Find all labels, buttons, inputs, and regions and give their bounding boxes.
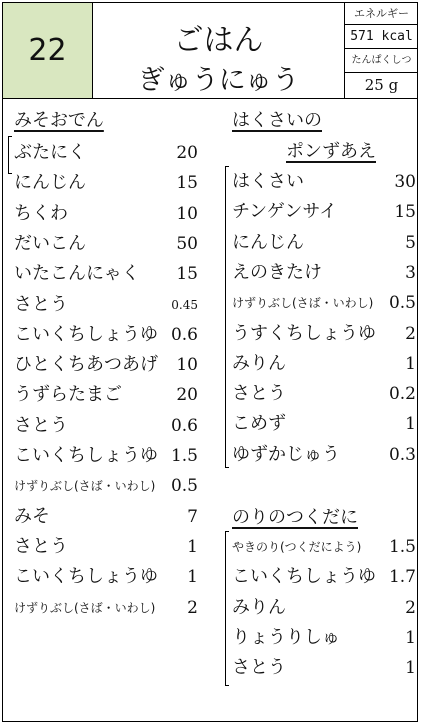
ingredient-name: みりん [232,352,286,374]
ingredient-row [232,410,416,438]
ingredient-name: やきのり(つくだによう) [232,540,362,554]
group-bracket [225,166,229,468]
ingredient-quantity: 1.5 [388,537,416,557]
ingredient-name: ゆずかじゅう [232,443,340,465]
ingredient-quantity: 20 [176,385,198,406]
group-bracket [225,531,229,686]
ingredient-name: さとう [14,293,68,315]
ingredient-row [14,442,198,470]
ingredient-row [14,472,198,500]
protein-label: たんぱくしつ [345,49,418,73]
ingredient-name: こめず [232,413,286,435]
ingredient-row [232,624,416,652]
ingredient-quantity: 1 [187,536,198,557]
ingredient-name: ひとくちあつあげ [14,354,158,376]
nutrition-box [344,3,418,99]
ingredient-name: りょうりしゅ [232,626,340,648]
ingredient-quantity: 1 [405,353,416,374]
ingredient-quantity: 1.5 [170,446,198,466]
ingredient-row [232,229,416,257]
ingredient-quantity: 0.6 [170,324,198,345]
ingredient-quantity: 2 [405,597,416,618]
ingredient-row [14,503,198,531]
ingredient-name: にんじん [232,231,304,253]
ingredient-quantity: 15 [176,264,198,285]
ingredient-quantity: 5 [405,232,416,253]
ingredient-quantity: 15 [394,202,416,223]
ingredient-quantity: 10 [176,203,198,224]
ingredient-row [14,230,198,258]
ingredient-quantity: 0.6 [170,415,198,436]
ingredient-quantity: 30 [394,172,416,192]
energy-label: エネルギー [345,3,418,25]
ingredient-row [232,594,416,622]
ingredient-quantity: 7 [187,506,198,527]
ingredient-row [232,380,416,408]
ingredient-quantity: 15 [176,173,198,194]
ingredient-row [14,533,198,561]
ingredient-name: さとう [232,383,286,405]
ingredient-quantity: 10 [176,355,198,376]
ingredient-name: さとう [14,414,68,436]
energy-value: 571 kcal [345,25,418,49]
ingredient-quantity: 1 [405,414,416,435]
ingredient-row [14,563,198,591]
ingredient-row [14,351,198,379]
ingredient-name: うずらたまご [14,384,122,406]
ingredient-quantity: 0.45 [171,297,198,312]
ingredient-quantity: 1 [405,627,416,648]
ingredient-name: さとう [14,535,68,557]
ingredient-row [232,533,416,561]
ingredient-quantity: 0.3 [388,444,416,465]
ingredient-quantity: 0.5 [388,293,416,314]
ingredient-name: にんじん [14,172,86,194]
ingredient-name: ぶたにく [14,142,86,163]
ingredient-row [232,289,416,317]
ingredient-row [14,594,198,622]
day-number: 22 [3,3,93,99]
ingredient-row [232,198,416,226]
dish-title-nori: のりのつくだに [232,507,358,528]
meal-title-rice: ごはん [173,23,264,58]
ingredient-name: えのきたけ [232,261,322,283]
ingredient-row [232,168,416,196]
ingredient-name: こいくちしょうゆ [14,323,158,345]
ingredient-quantity: 3 [405,262,416,283]
ingredient-row [232,350,416,378]
ingredient-name: だいこん [14,232,86,254]
ingredient-row [14,381,198,409]
ingredient-quantity: 50 [176,233,198,254]
ingredient-name: みそ [14,505,50,527]
ingredient-quantity: 2 [187,597,198,618]
ingredient-row [14,321,198,349]
ingredient-name: いたこんにゃく [14,263,140,285]
group-bracket [8,136,12,174]
ingredient-name: はくさい [232,171,304,192]
ingredient-name: こいくちしょうゆ [232,566,376,588]
ingredient-quantity: 0.2 [388,384,416,405]
ingredient-row [14,291,198,319]
dish-title-hakusai-line1: はくさいの [232,110,322,131]
ingredient-row [14,412,198,440]
ingredient-quantity: 1 [187,567,198,588]
dish-title-miso-oden: みそおでん [14,110,104,131]
ingredient-name: チンゲンサイ [232,201,338,223]
ingredient-row [14,200,198,228]
ingredient-row [14,139,198,167]
ingredient-row [14,260,198,288]
ingredient-row [14,169,198,197]
ingredient-row [232,441,416,469]
ingredient-name: けずりぶし(さば・いわし) [232,296,374,311]
ingredient-name: こいくちしょうゆ [14,566,158,588]
ingredient-row [232,320,416,348]
ingredient-name: ちくわ [14,202,68,224]
ingredient-quantity: 1 [405,658,416,679]
meal-title-milk: ぎゅうにゅう [137,65,300,96]
protein-value: 25 g [364,76,399,94]
ingredient-row [232,259,416,287]
ingredient-quantity: 20 [176,143,198,163]
ingredient-name: うすくちしょうゆ [232,322,376,344]
ingredient-name: さとう [232,657,286,679]
ingredient-row [232,654,416,682]
ingredient-name: けずりぶし(さば・いわし) [14,479,156,494]
ingredient-name: けずりぶし(さば・いわし) [14,600,156,615]
ingredient-quantity: 2 [405,323,416,344]
ingredient-name: みりん [232,596,286,618]
dish-title-hakusai-line2: ポンずあえ [286,141,376,162]
ingredient-quantity: 1.7 [388,567,416,588]
ingredient-quantity: 0.5 [170,476,198,497]
ingredient-name: こいくちしょうゆ [14,445,158,466]
meal-title-box [93,3,344,99]
ingredient-row [232,563,416,591]
